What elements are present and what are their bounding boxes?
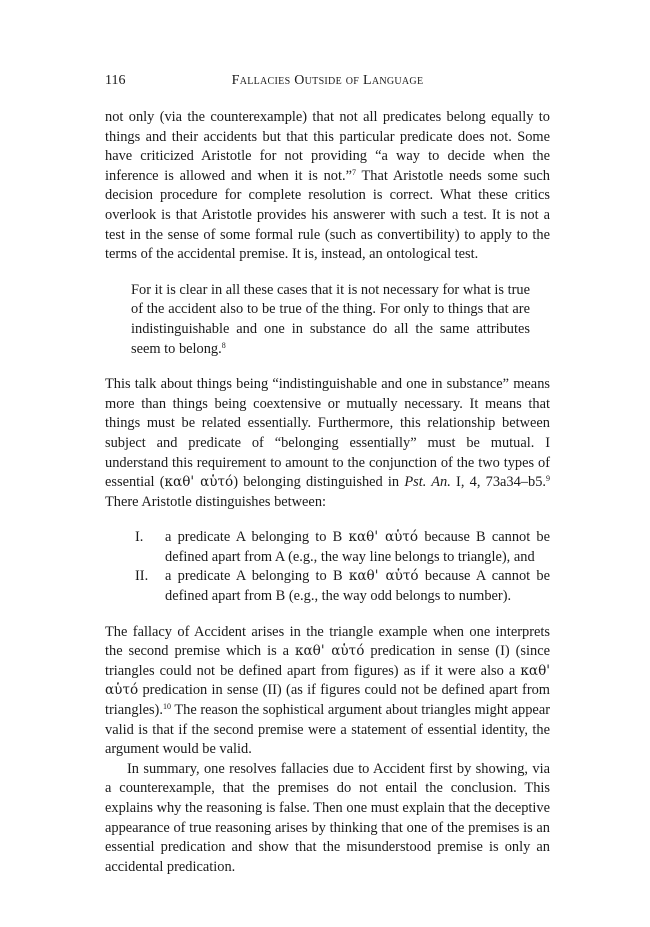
list-item: I. a predicate A belonging to B καθ' αὑτό because B cannot be defined apart from A (e.g., the way line belongs to triangle), and [135, 529, 550, 565]
running-head [105, 70, 550, 92]
list-item: II. a predicate A belonging to B καθ' αὑτό because A cannot be defined apart from B (e.g., the way odd belongs to number). [135, 568, 550, 605]
paragraph-4: In summary, one resolves fallacies due to Accident first by showing, via a counterexample, that the premises do not entail the conclusion. This explains why the reasoning is false. Then one must explain that the deceptive appearance of true reasoning arises by thinking that one of the premises is an essential predication and show that the misunderstood premise is only an accidental predication. [105, 760, 550, 875]
greek-term: καθ' αὑτό [348, 568, 419, 585]
footnote-marker-9: 9 [545, 474, 550, 484]
paragraph-2: This talk about things being “indistinguishable and one in substance” means more than things being coextensive or mutually necessary. It means that things must be related essentially. Furthermore, this relationship between subject and predicate of “belonging essentially” must be mutual. I understand this requirement to amount to the conjunction of the two types of essential (καθ' αὑτό) belonging distinguished in Pst. An. I, 4, 73a34–b5.$^9$ There Aristotle distinguishes between: [105, 376, 550, 510]
greek-term: καθ' αὑτό [164, 474, 234, 491]
list-item-number: II. [135, 568, 149, 585]
paragraph-1: not only (via the counterexample) that not all predicates belong equally to things and their accidents but that this particular predicate does not. Some have criticized Aristotle for not providing “a way to decide when the inference is allowed and when it is not.”$^7$ That Aristotle needs some such decision procedure for complete resolution is correct. What these critics overlook is that Aristotle provides his answerer with such a test. It is not a test in the sense of some formal rule (such as convertibility) to apply to the terms of the accidental premise. It is, instead, an ontological test. [105, 109, 550, 263]
paragraph-3: The fallacy of Accident arises in the triangle example when one interprets the second premise which is a καθ' αὑτό predication in sense (I) (since triangles could not be defined apart from figures) as if it were also a καθ' αὑτό predication in sense (II) (as if figures could not be defined apart from triangles).$^{10}$ The reason the sophistical argument about triangles might appear valid is that if the second premise were a statement of essential identity, the argument would be valid. [105, 623, 550, 758]
footnote-marker-10: 10 [162, 702, 171, 712]
greek-term: καθ' αὑτό [105, 662, 550, 699]
greek-term: καθ' αὑτό [294, 643, 365, 660]
citation-title: Pst. An. [404, 474, 451, 491]
page-number: 116 [105, 73, 126, 88]
distinction-list [105, 528, 550, 606]
running-title: Fallacies Outside of Language [231, 73, 424, 88]
footnote-marker-8: 8 [221, 340, 226, 350]
greek-term: καθ' αὑτό [348, 529, 419, 546]
body-text [105, 108, 550, 877]
block-quote: For it is clear in all these cases that it is not necessary for what is true of the accident also to be true of the thing. For only to things that are indistinguishable and one in substance do all the same attributes seem to belong.$^8$ [131, 281, 530, 357]
footnote-marker-7: 7 [351, 167, 356, 177]
list-item-number: I. [135, 529, 144, 546]
book-page [105, 70, 550, 877]
